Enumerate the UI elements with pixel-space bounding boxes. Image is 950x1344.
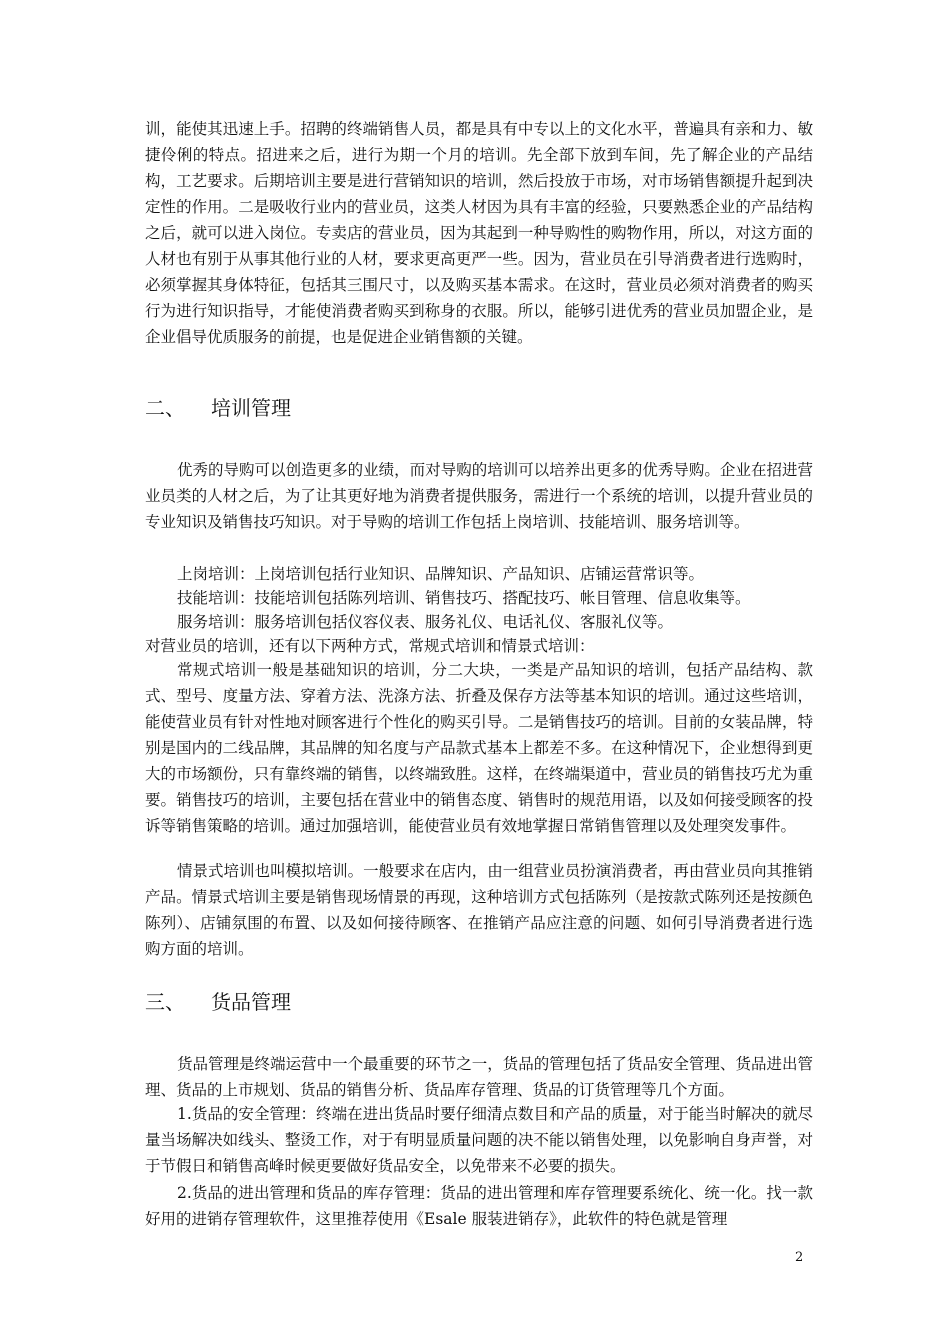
paragraph-recruitment-continued: 训，能使其迅速上手。招聘的终端销售人员，都是具有中专以上的文化水平，普遍具有亲和力、敏捷伶俐的特点。招进来之后，进行为期一个月的培训。先全部下放到车间，先了解企业的产品结构，工艺要求。后期培训主要是进行营销知识的培训，然后投放于市场，对市场销售额提升起到决定性的作用。二是吸收行业内的营业员，这类人材因为具有丰富的经验，只要熟悉企业的产品结构之后，就可以进入岗位。专卖店的营业员，因为其起到一种导购性的购物作用，所以，对这方面的人材也有别于从事其他行业的人材，要求更高更严一些。因为，营业员在引导消费者进行选购时，必须掌握其身体特征，包括其三围尺寸，以及购买基本需求。在这时，营业员必须对消费者的购买行为进行知识指导，才能使消费者购买到称身的衣服。所以，能够引进优秀的营业员加盟企业，是企业倡导优质服务的前提，也是促进企业销售额的关键。 (145, 120, 813, 346)
section-number: 三、 (145, 990, 185, 1014)
section-heading-goods (145, 986, 291, 1015)
section-title: 培训管理 (211, 396, 291, 420)
paragraph-training-intro: 优秀的导购可以创造更多的业绩，而对导购的培训可以培养出更多的优秀导购。企业在招进营业员类的人材之后，为了让其更好地为消费者提供服务，需进行一个系统的培训，以提升营业员的专业知识及销售技巧知识。对于导购的培训工作包括上岗培训、技能培训、服务培训等。 (145, 461, 813, 531)
paragraph-goods-intro: 货品管理是终端运营中一个最重要的环节之一，货品的管理包括了货品安全管理、货品进出管理、货品的上市规划、货品的销售分析、货品库存管理、货品的订货管理等几个方面。 (145, 1055, 813, 1099)
paragraph-goods-inout: 2.货品的进出管理和货品的库存管理：货品的进出管理和库存管理要系统化、统一化。找一款好用的进销存管理软件，这里推荐使用《Esale 服装进销存》，此软件的特色就是管理 (145, 1184, 813, 1228)
paragraph-scenario-training: 情景式培训也叫模拟培训。一般要求在店内，由一组营业员扮演消费者，再由营业员向其推销产品。情景式培训主要是销售现场情景的再现，这种培训方式包括陈列（是按款式陈列还是按颜色陈列）、店铺氛围的布置、以及如何接待顾客、在推销产品应注意的问题、如何引导消费者进行选购方面的培训。 (145, 862, 813, 958)
paragraph-skill-training: 技能培训：技能培训包括陈列培训、销售技巧、搭配技巧、帐目管理、信息收集等。 (177, 589, 751, 607)
section-number: 二、 (145, 396, 185, 420)
paragraph-routine-training: 常规式培训一般是基础知识的培训，分二大块，一类是产品知识的培训，包括产品结构、款式、型号、度量方法、穿着方法、洗涤方法、折叠及保存方法等基本知识的培训。通过这些培训，能使营业员有针对性地对顾客进行个性化的购买引导。二是销售技巧的培训。目前的女装品牌，特别是国内的二线品牌，其品牌的知名度与产品款式基本上都差不多。在这种情况下，企业想得到更大的市场额份，只有靠终端的销售，以终端致胜。这样，在终端渠道中，营业员的销售技巧尤为重要。销售技巧的培训，主要包括在营业中的销售态度、销售时的规范用语，以及如何接受顾客的投诉等销售策略的培训。通过加强培训，能使营业员有效地掌握日常销售管理以及处理突发事件。 (145, 661, 813, 835)
paragraph-goods-safety: 1.货品的安全管理：终端在进出货品时要仔细清点数目和产品的质量，对于能当时解决的就尽量当场解决如线头、整烫工作，对于有明显质量问题的决不能以销售处理，以免影响自身声誉，对于节假日和销售高峰时候更要做好货品安全，以免带来不必要的损失。 (145, 1105, 813, 1175)
section-heading-training (145, 392, 291, 421)
paragraph-service-training: 服务培训：服务培训包括仪容仪表、服务礼仪、电话礼仪、客服礼仪等。 (177, 613, 674, 631)
section-title: 货品管理 (211, 990, 291, 1014)
paragraph-training-ways: 对营业员的培训，还有以下两种方式，常规式培训和情景式培训： (145, 637, 595, 655)
paragraph-onboarding-training: 上岗培训：上岗培训包括行业知识、品牌知识、产品知识、店铺运营常识等。 (177, 565, 705, 583)
page-number: 2 (795, 1250, 804, 1265)
